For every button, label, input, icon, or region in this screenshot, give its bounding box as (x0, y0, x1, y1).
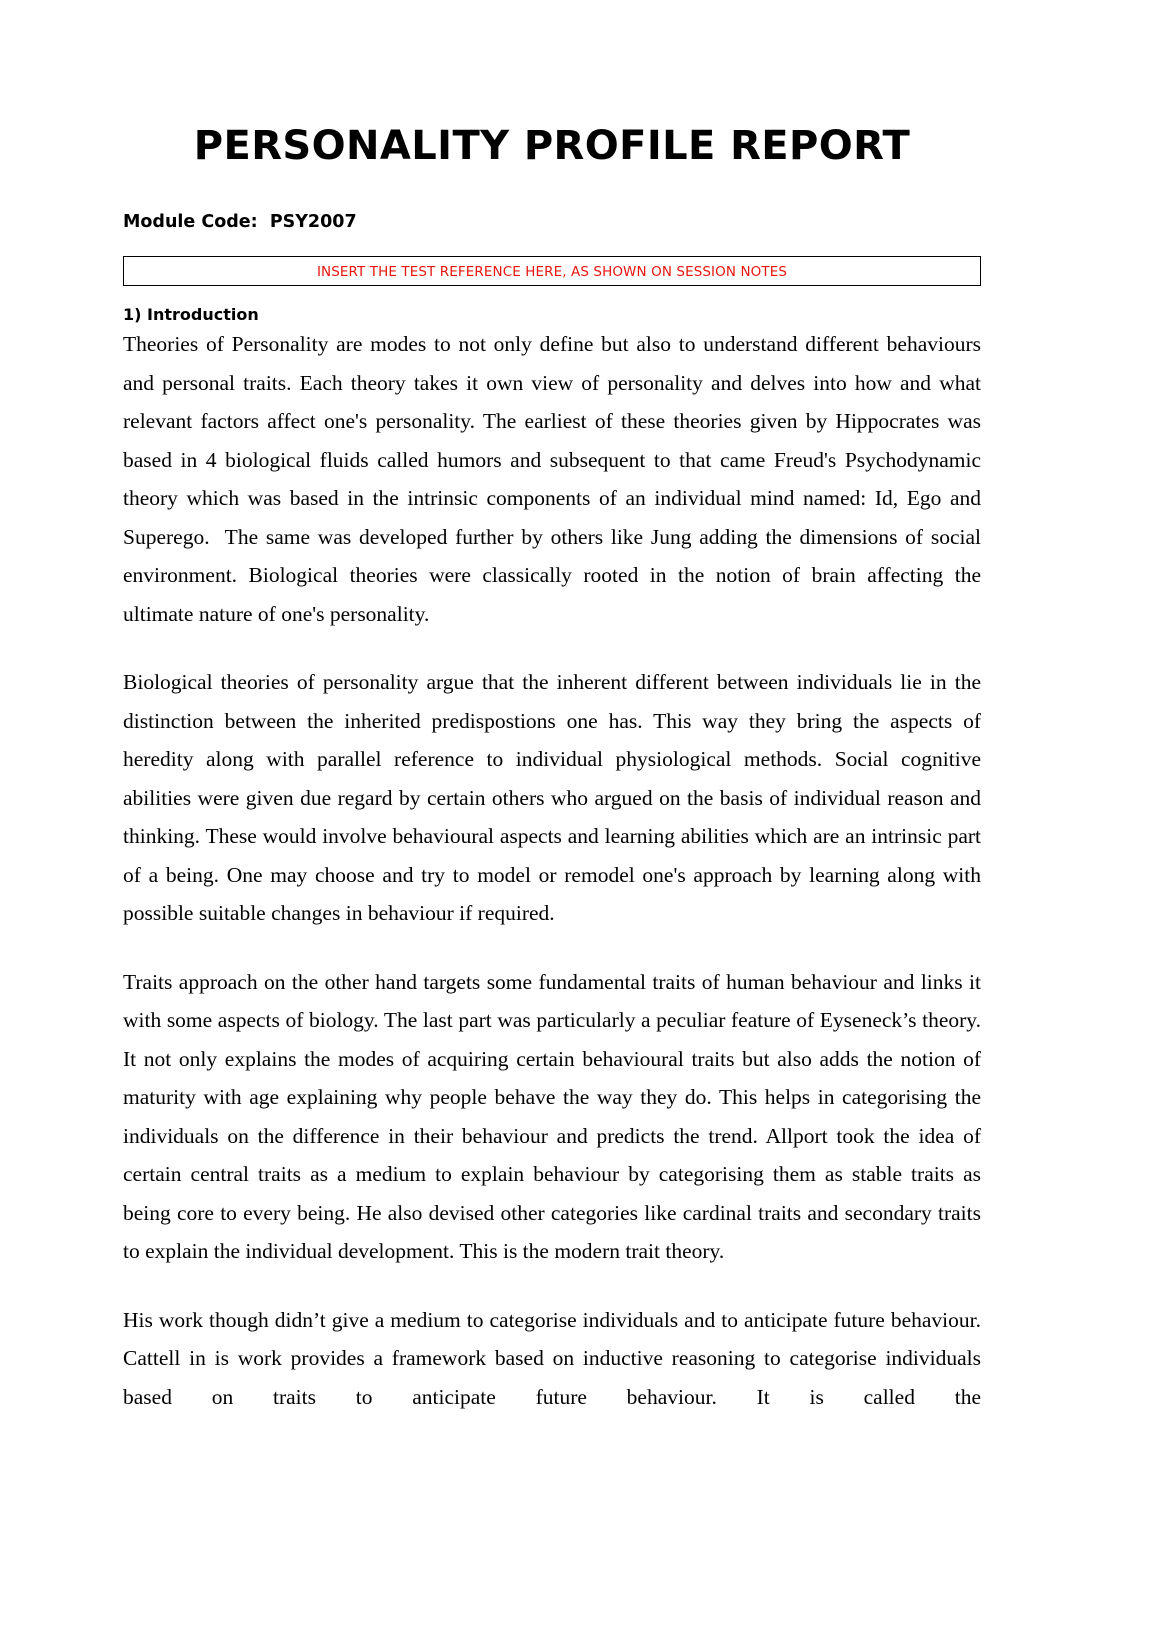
page-content (123, 0, 992, 1416)
module-code-line: Module Code: PSY2007 (123, 212, 357, 232)
paragraph-1: Theories of Personality are modes to not only define but also to understand different behaviours and personal traits. Each theory takes it own view of personality and delves into how and what relevant factors affect one's personality. The earliest of these theories given by Hippocrates was based in 4 biological fluids called humors and subsequent to that came Freud's Psychodynamic theory which was based in the intrinsic components of an individual mind named: Id, Ego and Superego. The same was developed further by others like Jung adding the dimensions of social environment. Biological theories were classically rooted in the notion of brain affecting the ultimate nature of one's personality. (123, 332, 987, 626)
paragraph-3: Traits approach on the other hand targets some fundamental traits of human behaviour and links it with some aspects of biology. The last part was particularly a peculiar feature of Eyseneck’s theory. It not only explains the modes of acquiring certain behavioural traits but also adds the notion of maturity with age explaining why people behave the way they do. This helps in categorising the individuals on the difference in their behaviour and predicts the trend. Allport took the idea of certain central traits as a medium to explain behaviour by categorising them as stable traits as being core to every being. He also devised other categories like cardinal traits and secondary traits to explain the individual development. This is the modern trait theory. (123, 969, 992, 1263)
test-reference-box (123, 256, 981, 286)
section-heading-introduction: 1) Introduction (123, 305, 259, 324)
page-title: PERSONALITY PROFILE REPORT (193, 123, 911, 169)
test-reference-placeholder-text: INSERT THE TEST REFERENCE HERE, AS SHOWN ON SESSION NOTES (316, 264, 788, 280)
paragraph-4: His work though didn’t give a medium to categorise individuals and to anticipate future behaviour. Cattell in is work provides a framework based on inductive reasoning to categorise individuals based on traits to anticipate future behaviour. It is called the (123, 1307, 987, 1409)
paragraph-2: Biological theories of personality argue that the inherent different between individuals lie in the distinction between the inherited predispostions one has. This way they bring the aspects of heredity along with parallel reference to individual physiological methods. Social cognitive abilities were given due regard by certain others who argued on the basis of individual reason and thinking. These would involve behavioural aspects and learning abilities which are an intrinsic part of a being. One may choose and try to model or remodel one's approach by learning along with possible suitable changes in behaviour if required. (123, 670, 987, 925)
